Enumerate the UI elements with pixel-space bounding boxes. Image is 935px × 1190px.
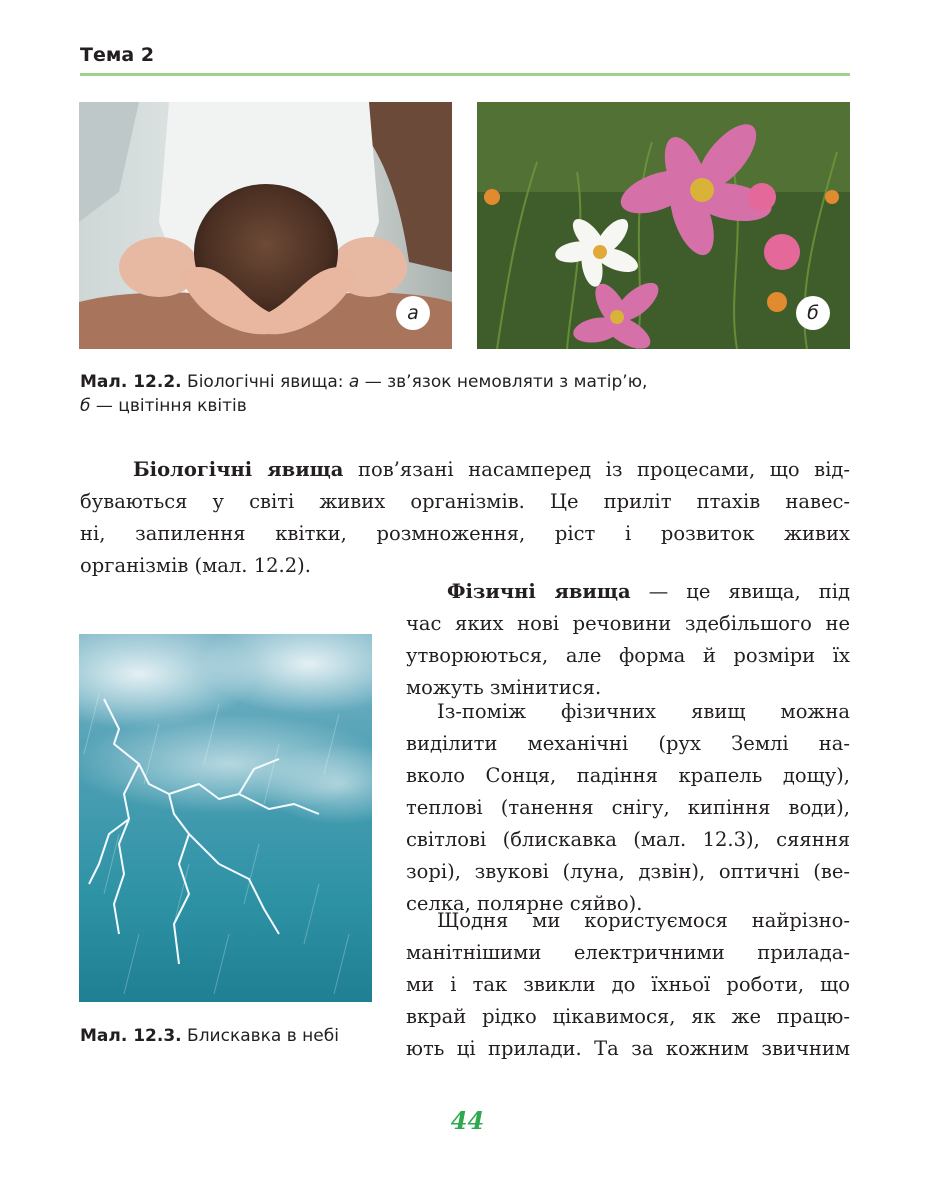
caption-label: Мал. 12.2. — [80, 372, 182, 392]
figure-12-3-caption — [80, 1024, 380, 1048]
text-line: теплові (танення снігу, кипіння води), — [406, 796, 850, 819]
caption-label: Мал. 12.3. — [80, 1026, 182, 1046]
text-line: зорі), звукові (луна, дзвін), оптичні (ве- — [406, 860, 850, 883]
paragraph-biological-cont — [80, 486, 850, 582]
text-line: ють ці прилади. Та за кожним звичним — [406, 1037, 850, 1060]
text-line-content: — це явища, під — [630, 580, 851, 603]
paragraph-electric — [406, 905, 850, 1065]
caption-italic-b: б — [80, 396, 91, 416]
figure-label-a-badge: а — [396, 296, 430, 330]
text-line: ми і так звикли до їхньої роботи, що — [406, 973, 850, 996]
figure-12-2-caption — [80, 370, 850, 418]
text-line: організмів (мал. 12.2). — [80, 554, 311, 577]
text-line: манітнішими електричними прилада- — [406, 941, 850, 964]
text-line — [406, 576, 850, 608]
text-line: час яких нові речовини здебільшого не — [406, 612, 850, 635]
caption-text: — зв’язок немовляти з матір’ю, — [359, 372, 648, 392]
text-line: буваються у світі живих організмів. Це приліт птахів навес- — [80, 490, 850, 513]
term-physical: Фізичні явища — [447, 580, 631, 603]
caption-text: Біологічні явища: — [181, 372, 349, 392]
text-line: Щодня ми користуємося найрізно- — [437, 909, 850, 932]
text-line-content: пов’язані насамперед із процесами, що від- — [343, 458, 850, 481]
text-line: світлові (блискавка (мал. 12.3), сяяння — [406, 828, 850, 851]
text-line: ні, запилення квітки, розмноження, ріст і розвиток живих — [80, 522, 850, 545]
page-number: 44 — [450, 1106, 485, 1135]
caption-text: Блискавка в небі — [181, 1026, 339, 1046]
text-line: можуть змінитися. — [406, 676, 602, 699]
text-line: Із-поміж фізичних явищ можна — [437, 700, 850, 723]
figure-label-b-badge: б — [796, 296, 830, 330]
photo-lightning — [79, 634, 372, 1002]
text-line: вколо Сонця, падіння крапель дощу), — [406, 764, 850, 787]
text-line: утворюються, але форма й розміри їх — [406, 644, 850, 667]
text-line: вкрай рідко цікавимося, як же працю- — [406, 1005, 850, 1028]
paragraph-physical-types — [406, 696, 850, 920]
text-line: виділити механічні (рух Землі на- — [406, 732, 850, 755]
term-biological: Біологічні явища — [133, 458, 344, 481]
caption-text: — цвітіння квітів — [90, 396, 247, 416]
paragraph-biological — [133, 454, 850, 486]
page-header-title: Тема 2 — [80, 44, 155, 66]
caption-italic-a: а — [348, 372, 360, 392]
photo-flowers — [477, 102, 850, 349]
header-rule — [80, 73, 850, 76]
text-line: селка, полярне сяйво). — [406, 892, 643, 915]
paragraph-physical — [406, 576, 850, 704]
text-line — [133, 454, 850, 486]
